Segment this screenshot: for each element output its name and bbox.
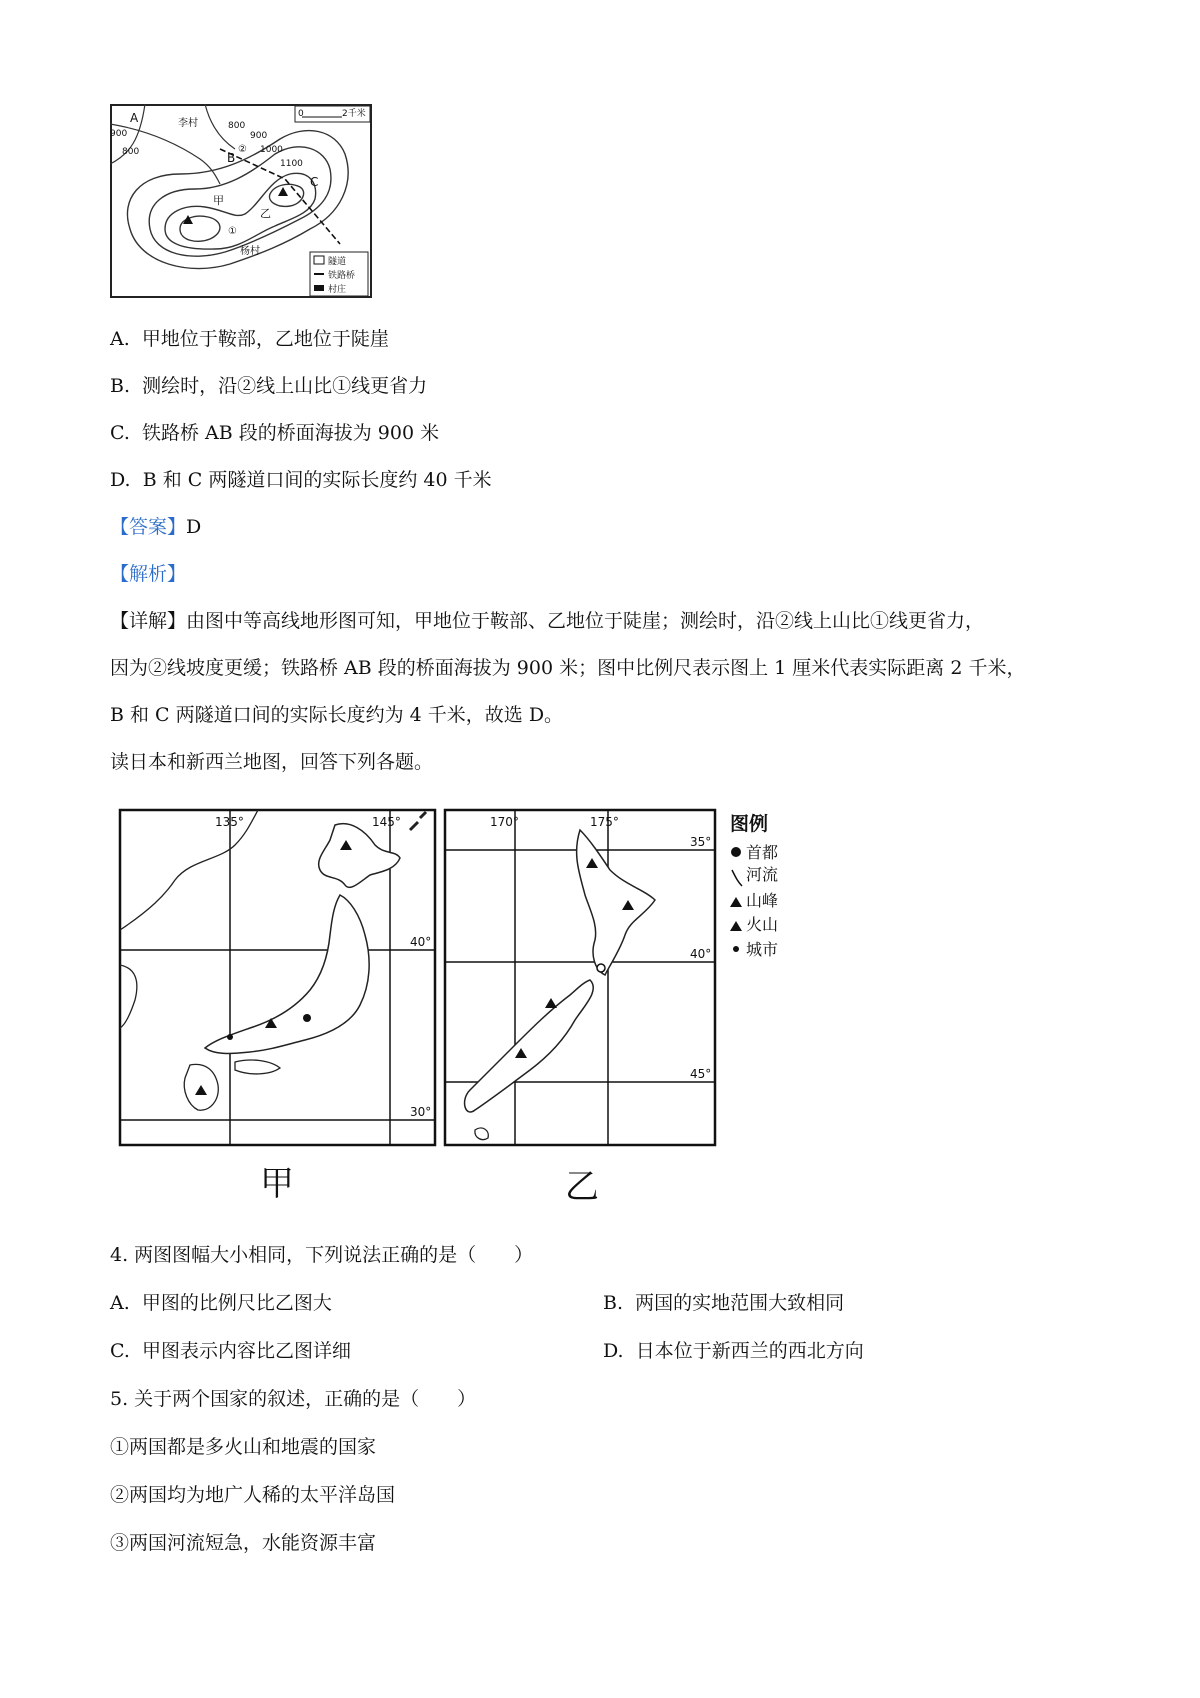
label-yang-village: 杨村 [240,246,260,257]
scale-zero: 0 [298,109,304,119]
q4-stem: 4. 两图图幅大小相同，下列说法正确的是（ ） [110,1244,534,1266]
japan-lon-135: 135° [215,815,244,829]
city-icon [733,946,739,952]
label-yi: 乙 [260,207,271,220]
label-circle1: ① [228,226,237,237]
option-b: B. 测绘时，沿②线上山比①线更省力 [110,375,428,397]
label-li-village: 李村 [178,118,198,129]
capital-icon [303,1014,311,1022]
scale-value: 2千米 [342,109,366,119]
legend-title: 图例 [730,813,769,835]
q4-option-a: A. 甲图的比例尺比乙图大 [110,1292,332,1314]
nz-lat-45: 45° [690,1067,712,1081]
legend-tunnel: 隧道 [328,257,347,267]
q5-item-1: ①两国都是多火山和地震的国家 [110,1436,377,1458]
japan-lon-145: 145° [372,815,401,829]
legend-rail-bridge: 铁路桥 [328,271,356,281]
capital-icon [597,964,605,972]
nz-map [445,810,715,1145]
nz-lon-175: 175° [590,815,619,829]
detail-line-1: 【详解】由图中等高线地形图可知，甲地位于鞍部、乙地位于陡崖；测绘时，沿②线上山比①线更省力， [110,610,985,632]
japan-caption: 甲 [260,1164,294,1200]
river-icon [732,870,742,886]
label-b: B [227,151,236,165]
nz-lat-35: 35° [690,835,712,849]
legend-city: 城市 [746,940,779,959]
q4-option-d: D. 日本位于新西兰的西北方向 [603,1340,864,1362]
japan-map [120,810,435,1145]
legend-river: 河流 [746,865,779,884]
option-d: D. B 和 C 两隧道口间的实际长度约 40 千米 [110,469,492,491]
q5-item-3: ③两国河流短急，水能资源丰富 [110,1532,377,1554]
city-icon [227,1034,233,1040]
contour-900a: 900 [110,129,128,139]
contour-800b: 800 [122,147,140,157]
japan-lat-30: 30° [410,1105,432,1119]
option-a: A. 甲地位于鞍部，乙地位于陡崖 [110,328,389,350]
q4-option-c: C. 甲图表示内容比乙图详细 [110,1340,352,1362]
q5-stem: 5. 关于两个国家的叙述，正确的是（ ） [110,1388,477,1410]
option-c: C. 铁路桥 AB 段的桥面海拔为 900 米 [110,422,440,444]
capital-icon [731,847,741,857]
nz-lon-170: 170° [490,815,519,829]
volcano-icon [730,921,742,931]
contour-1100: 1100 [280,159,303,169]
map-legend [730,812,778,959]
label-a: A [130,111,139,125]
contour-900b: 900 [250,131,268,141]
detail-line-2: 因为②线坡度更缓；铁路桥 AB 段的桥面海拔为 900 米；图中比例尺表示图上 1 厘米代表实际距离 2 千米， [110,657,1026,679]
japan-lat-40: 40° [410,935,432,949]
nz-lat-40: 40° [690,947,712,961]
label-c: C [310,175,319,189]
nz-caption: 乙 [565,1167,599,1200]
peak-icon [730,897,742,907]
legend-volcano: 火山 [746,915,779,934]
q4-option-b: B. 两国的实地范围大致相同 [603,1292,845,1314]
legend-peak: 山峰 [746,891,779,910]
label-jia: 甲 [213,194,224,207]
q5-item-2: ②两国均为地广人稀的太平洋岛国 [110,1484,396,1506]
analysis-label: 【解析】 [110,563,187,585]
intro-text: 读日本和新西兰地图，回答下列各题。 [110,751,434,773]
legend-capital: 首都 [746,843,779,862]
legend-village: 村庄 [328,285,347,295]
contour-1000: 1000 [260,145,283,155]
detail-line-3: B 和 C 两隧道口间的实际长度约为 4 千米，故选 D。 [110,704,564,726]
maps-figure [110,800,830,1200]
answer: 【答案】D [110,516,202,538]
contour-800a: 800 [228,121,246,131]
label-circle2: ② [238,144,247,155]
contour-map [110,104,372,298]
